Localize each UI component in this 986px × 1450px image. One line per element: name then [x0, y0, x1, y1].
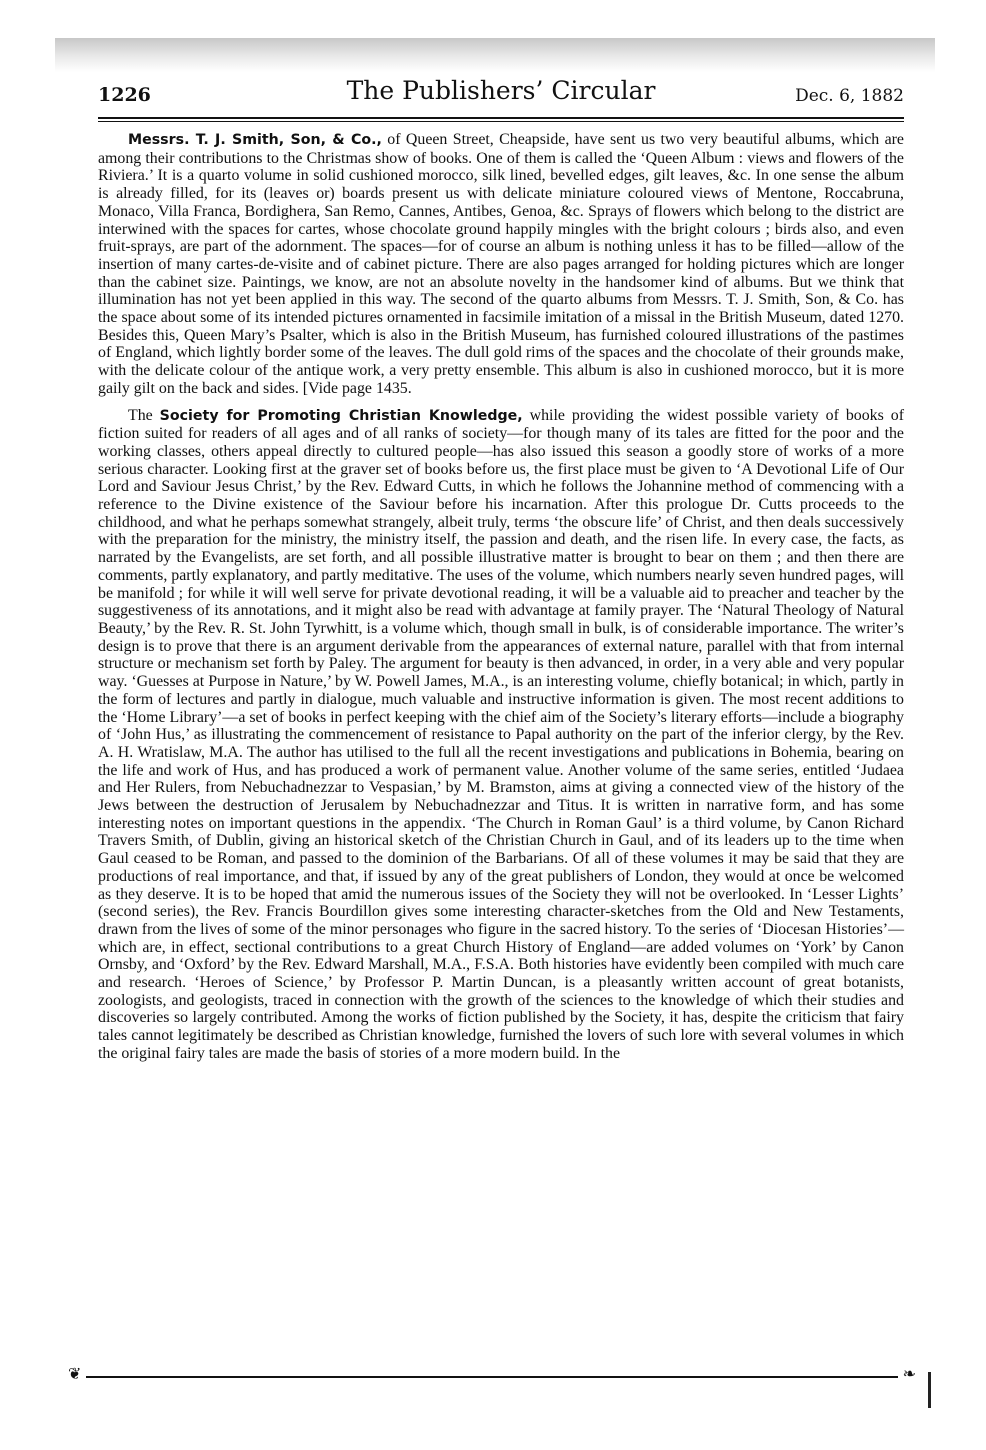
article-text — [98, 131, 904, 1063]
footer-rule — [68, 1364, 916, 1383]
footer-ornament-right: ❧ — [902, 1364, 916, 1383]
paragraph-body: of Queen Street, Cheapside, have sent us two very beautiful albums, which are among their contributions to the Christmas show of books. One of them is called the ‘Queen Album : views and flowers of the Riviera.’ It is a quarto volume in solid cushioned morocco, silk lined, bevelled edges, gilt leaves, &c. In one sense the album is already filled, for its (leaves or) boards present us with delicate miniature coloured views of Mentone, Roccabruna, Monaco, Villa Franca, Bordighera, San Remo, Cannes, Antibes, Genoa, &c. Sprays of flowers which belong to the district are interwined with the spaces for cartes, whose chocolate ground happily mingles with the bright colours ; birds also, and even fruit-sprays, are part of the adornment. The spaces—for of course an album is nothing unless it has to be filled—allow of the insertion of many cartes-de-visite and of cabinet picture. There are also pages arranged for holding pictures which are longer than the cabinet size. Paintings, we know, are not an absolute novelty in the handsomer kind of albums. But we think that illumination has not yet been applied in this way. The second of the quarto albums from Messrs. T. J. Smith, Son, & Co. has the space about some of its intended pictures ornamented in facsimile imitation of a missal in the British Museum, dated 1270. Besides this, Queen Mary’s Psalter, which is also in the British Museum, has furnished coloured illustrations of the pastimes of England, which lightly border some of the leaves. The dull gold rims of the spaces and the chocolate of their grounds make, with the delicate colour of the antique work, a very pretty ensemble. This album is also in cushioned morocco, but it is more gaily gilt on the back and sides. [Vide page 1435. — [98, 131, 904, 397]
footer-ornament-left: ❦ — [68, 1364, 82, 1383]
running-header — [98, 72, 904, 116]
paragraph-body: while providing the widest possible variety of books of fiction suited for readers of all ages and of all ranks of society—for though many of its tales are fitted for the poor and the working classes, others appeal directly to cultured people—has also issued this season a goodly store of works of a more serious character. Looking first at the graver set of books before us, the first place must be given to ‘A Devotional Life of Our Lord and Saviour Jesus Christ,’ by the Rev. Edward Cutts, in which he follows the Johannine method of commencing with a reference to the Divine existence of the Saviour before his incarnation. After this prologue Dr. Cutts proceeds to the childhood, and what he perhaps somewhat strangely, albeit truly, terms ‘the obscure life’ of Christ, and then deals successively with the preparation for the ministry, the ministry itself, the passion and death, and the risen life. In every case, the facts, as narrated by the Evangelists, are set forth, and all possible illustrative matter is brought to bear on them ; and then there are comments, partly explanatory, and partly meditative. The uses of the volume, which numbers nearly seven hundred pages, will be manifold ; for while it will well serve for private devotional reading, it will be a valuable aid to preacher and teacher by the suggestiveness of its annotations, and it might also be read with advantage at family prayer. The ‘Natural Theology of Natural Beauty,’ by the Rev. R. St. John Tyrwhitt, is a volume which, though small in bulk, is of considerable importance. The writer’s design is to prove that there is an argument derivable from the appearances of external nature, parallel with that from internal structure or mechanism set forth by Paley. The argument for beauty is then advanced, in order, in a very able and very popular way. ‘Guesses at Purpose in Nature,’ by W. Powell James, M.A., is an interesting volume, chiefly botanical; in which, partly in the form of lectures and partly in dialogue, much valuable and instructive information is given. The most recent additions to the ‘Home Library’—a set of books in perfect keeping with the chief aim of the Society’s literary efforts—include a biography of ‘John Hus,’ as illustrating the commencement of resistance to Papal authority on the part of the inferior clergy, by the Rev. A. H. Wratislaw, M.A. The author has utilised to the full all the recent investigations and publications in Bohemia, bearing on the life and work of Hus, and has produced a work of permanent value. Another volume of the same series, entitled ‘Judaea and Her Rulers, from Nebuchadnezzar to Vespasian,’ by M. Bramston, aims at giving a connected view of the history of the Jews between the destruction of Jerusalem by Nebuchadnezzar and Titus. It is written in narrative form, and has some interesting notes on important questions in the appendix. ‘The Church in Roman Gaul’ is a third volume, by Canon Richard Travers Smith, of Dublin, giving an historical sketch of the Christian Church in Gaul, and of its leaders up to the time when Gaul ceased to be Roman, and passed to the dominion of the Barbarians. Of all of these volumes it may be said that they are productions of real importance, and that, if issued by any of the great publishers of London, they would at once be welcomed as they deserve. It is to be hoped that amid the numerous issues of the Society they will not be overlooked. In ‘Lesser Lights’ (second series), the Rev. Francis Bourdillon gives some interesting character-sketches from the Old and New Testaments, drawn from the lives of some of the minor personages who figure in the sacred history. To the series of ‘Diocesan Histories’—which are, in effect, sectional contributions to a great Church History of England—are added volumes on ‘York’ by Canon Ornsby, and ‘Oxford’ by the Rev. Edward Marshall, M.A., F.S.A. Both histories have evidently been compiled with much care and research. ‘Heroes of Science,’ by Professor P. Martin Duncan, is a pleasantly written account of great botanists, zoologists, and geologists, traced in connection with the growth of the sciences to the knowledge of which their studies and discoveries so largely contributed. Among the works of fiction published by the Society, it has, despite the criticism that fairy tales cannot legitimately be described as Christian knowledge, furnished the lovers of such lore with several volumes in which the original fairy tales are made the basis of stories of a more modern build. In the — [98, 406, 904, 1062]
journal-title: The Publishers’ Circular — [346, 76, 656, 105]
paragraph-smith-albums — [98, 131, 904, 398]
issue-date: Dec. 6, 1882 — [795, 86, 904, 106]
scan-top-shading — [55, 38, 935, 72]
header-rule-thin — [98, 121, 904, 122]
page-edge-mark — [928, 1372, 931, 1408]
paragraph-spck — [98, 407, 904, 1063]
paragraph-lead: Society for Promoting Christian Knowledge, — [159, 407, 523, 424]
footer-line — [86, 1376, 898, 1378]
page-number: 1226 — [98, 84, 151, 106]
paragraph-pre: The — [128, 406, 160, 424]
header-rule — [98, 117, 904, 119]
paragraph-lead: Messrs. T. J. Smith, Son, & Co., — [128, 132, 382, 148]
